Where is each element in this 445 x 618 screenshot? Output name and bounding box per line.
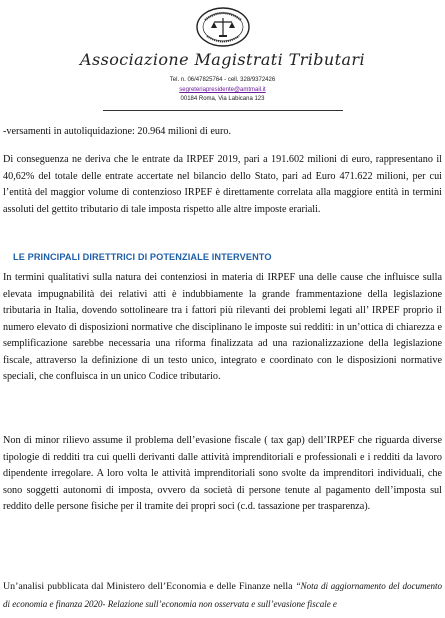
section-title: LE PRINCIPALI DIRETTRICI DI POTENZIALE INTERVENTO bbox=[13, 252, 272, 262]
association-seal-icon bbox=[195, 6, 251, 48]
association-name: Associazione Magistrati Tributari bbox=[80, 50, 365, 69]
letterhead bbox=[0, 0, 445, 118]
paragraph-evasione: Non di minor rilievo assume il problema dell’evasione fiscale ( tax gap) dell’IRPEF che riguarda diverse tipologie di redditi tra cui quelli derivanti dalle attività imprenditoriali e professionali e i redditi da lavoro dipendente irregolare. A loro volta le attività imprenditoriali sono svolte da imprenditori individuali, che sono soggetti autonomi di imposta, ovvero da società di persone tenute al pagamento dell’imposta sul reddito delle persone fisiche per il tramite dei propri soci (c.d. tassazione per trasparenza). bbox=[3, 435, 442, 512]
address-line: 00184 Roma, Via Labicana 123 bbox=[180, 96, 265, 102]
paragraph-frammentazione: In termini qualitativi sulla natura dei contenziosi in materia di IRPEF una delle cause che influisce sulla elevata impugnabilità dei relativi atti è indubbiamente la grande frammentazione della legislazione tributaria in Italia, dovendo sottolineare tra i fattori più rilevanti dei problemi legati all’ IRPEF proprio il numero elevato di disposizioni normative che disciplinano le imposte sui redditi: in un’ottica di chiarezza e semplificazione sarebbe necessaria una riforma finalizzata ad una razionalizzazione della legislazione fiscale, attraverso la definizione di un testo unico, integrato e coordinato con le disposizioni normative speciali, che confluisca in un unico Codice tributario. bbox=[3, 272, 442, 382]
document-citation: “Nota di aggiornamento del documento di economia e finanza 2020- Relazione sull’economia non osservata e sull’evasione fiscale e bbox=[3, 581, 442, 609]
paragraph-analisi-mef bbox=[3, 578, 442, 613]
paragraph-versamenti: -versamenti in autoliquidazione: 20.964 milioni di euro. bbox=[3, 126, 232, 137]
paragraph-entrate-irpef: Di conseguenza ne deriva che le entrate da IRPEF 2019, pari a 191.602 milioni di euro, rappresentano il 40,62% del totale delle entrate accertate nel bilancio dello Stato, pari ad Euro 471.622 milioni, per cui l’entità del maggior volume di contenzioso IRPEF è direttamente correlata alla maggiore entità in termini assoluti del gettito tributario di tale imposta rispetto alle altre imposte erariali. bbox=[3, 154, 442, 215]
phone-line: Tel. n. 06/47825764 - cell. 328/9372426 bbox=[169, 77, 276, 83]
paragraph-lead: Un’analisi pubblicata dal Ministero dell’Economia e delle Finanze nella bbox=[3, 581, 293, 592]
email-link[interactable]: segreteriapresidente@amtmail.it bbox=[179, 87, 266, 93]
header-divider bbox=[103, 110, 343, 111]
